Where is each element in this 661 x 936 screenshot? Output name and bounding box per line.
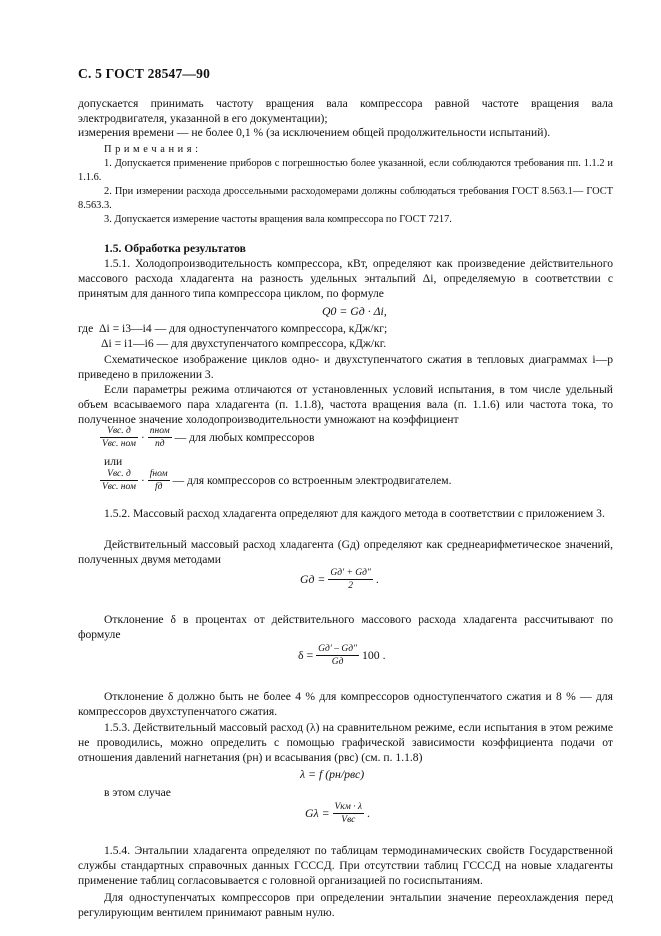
paragraph-1-5-3: 1.5.3. Действительный массовый расход (λ) на сравнительном режиме, если испытания в этом режиме не проводились, можно определить с помощью графической зависимости коэффициента подачи от отношения давлений нагнетания (pн) и всасывания (pвс) (см. п. 1.1.8) (78, 721, 613, 764)
coefficient-2: $\frac{\text{Vвс. д}}{\text{Vвс. ном}}$ · $\frac{\text{fном}}{fд}$ — для компрессоров со встроенным электродвигателем. (102, 469, 452, 492)
page-header: С. 5 ГОСТ 28547—90 (78, 66, 211, 81)
formula-q0: Q0 = Gд · Δi, (322, 304, 387, 318)
paragraph-real-flow: Действительный массовый расход хладагента (Gд) определяют как среднеарифметическое значений, полученных двумя методами (78, 538, 613, 566)
note-1: 1. Допускается применение приборов с погрешностью более указанной, если соблюдаются требования пп. 1.1.2 и 1.1.6. (78, 158, 613, 183)
formula-average: Gд = $\frac{Gд' + Gд''}{2}$ . (300, 568, 379, 591)
fraction-volume-2: $\frac{\text{Vвс. д}}{\text{Vвс. ном}}$ (102, 469, 136, 492)
paragraph-continuation: допускается принимать частоту вращения вала компрессора равной частоте вращения вала электродвигателя, указанной в его документации); (78, 97, 613, 125)
fraction-frequency: $\frac{\text{fном}}{fд}$ (149, 469, 168, 492)
fraction-average: $\frac{Gд' + Gд''}{2}$ (330, 568, 371, 591)
coefficient-1-label: — для любых компрессоров (174, 431, 315, 444)
fraction-volume-1: $\frac{\text{Vвс. д}}{\text{Vвс. ном}}$ (102, 426, 136, 449)
paragraph-deviation-limit: Отклонение δ должно быть не более 4 % для компрессоров одноступенчатого сжатия и 8 % — для компрессоров двухступенчатого сжатия. (78, 690, 613, 718)
formula-lambda: λ = f (pн/pвс) (300, 767, 365, 781)
section-title: 1.5. Обработка результатов (104, 242, 246, 255)
formula-g-lambda: Gλ = $\frac{\text{Vкм · λ}}{\text{Vвс}}$ . (305, 802, 370, 825)
paragraph-1-5-1: 1.5.1. Холодопроизводительность компрессора, кВт, определяют как произведение действительного массового расхода хладагента на разность удельных энтальпий Δi, определяемую в соответствии с принятым для данного типа компрессора циклом, по формуле (78, 257, 613, 300)
paragraph-1-5-4: 1.5.4. Энтальпии хладагента определяют по таблицам термодинамических свойств Государственной службы стандартных справочных данных ГССCД. При отсутствии таблиц ГССCД на новые хладагенты применение таблиц согласовывается с головной организацией по госиспытаниям. (78, 844, 613, 887)
paragraph-params: Если параметры режима отличаются от установленных условий испытания, в том числе удельный объем всасываемого пара хладагента (п. 1.1.8), частота вращения вала (п. 1.1.6) или частота тока, то полученное значение холодопроизводительности умножают на коэффициент (78, 383, 613, 426)
where-line-1 (78, 322, 387, 335)
notes-title: П р и м е ч а н и я : (104, 144, 199, 155)
coefficient-2-label: — для компрессоров со встроенным электродвигателем. (172, 474, 452, 487)
paragraph-deviation: Отклонение δ в процентах от действительного массового расхода хладагента рассчитывают по формуле (78, 613, 613, 641)
coefficient-1: $\frac{\text{Vвс. д}}{\text{Vвс. ном}}$ · $\frac{\text{nном}}{nд}$ — для любых компрессоров (102, 426, 315, 449)
where-prefix: где (78, 322, 94, 335)
where-line-2: Δi = i1—i6 — для двухступенчатого компрессора, кДж/кг. (101, 337, 387, 350)
fraction-deviation: $\frac{Gд' - Gд''}{Gд}$ (318, 644, 357, 667)
in-this-case-text: в этом случае (104, 786, 171, 799)
or-text: или (104, 455, 123, 468)
formula-deviation: δ = $\frac{Gд' - Gд''}{Gд}$ 100 . (298, 644, 386, 667)
paragraph-last: Для одноступенчатых компрессоров при определении энтальпии значение переохлаждения перед регулирующим вентилем принимают равным нулю. (78, 891, 613, 919)
paragraph-schema: Схематическое изображение циклов одно- и двухступенчатого сжатия в тепловых диаграммах i—p приведено в приложении 3. (78, 353, 613, 381)
fraction-g-lambda: $\frac{\text{Vкм · λ}}{\text{Vвс}}$ (334, 802, 363, 825)
note-3: 3. Допускается измерение частоты вращения вала компрессора по ГОСТ 7217. (104, 214, 452, 225)
where-text-1: Δi = i3—i4 — для одноступенчатого компрессора, кДж/кг; (99, 322, 388, 335)
paragraph-1-5-2: 1.5.2. Массовый расход хладагента определяют для каждого метода в соответствии с приложением 3. (104, 507, 605, 520)
note-2: 2. При измерении расхода дроссельными расходомерами должны соблюдаться требования ГОСТ 8.563.1— ГОСТ 8.563.3. (78, 186, 613, 211)
fraction-speed: $\frac{\text{nном}}{nд}$ (149, 426, 170, 449)
paragraph-time-measurement: измерения времени — не более 0,1 % (за исключением общей продолжительности испытаний). (78, 126, 551, 139)
